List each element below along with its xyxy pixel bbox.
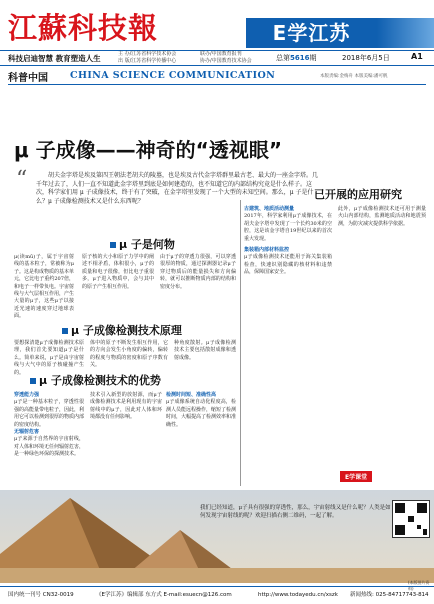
section-title-cn: 科普中国 [8,73,48,84]
masthead [0,0,434,66]
right-column-a: 古建筑、地质活动测量 2017年，科学家利用μ子成像技术，在胡夫金字塔中发现了一个长约30米的空腔，这是该金字塔自19世纪以来的首次重大发现。 集装箱内部材料监控 μ子成像检测技术还能用于海关集装箱检查，快速识别隐藏的核材料和违禁品，保障国家安全。 [244,206,332,276]
bullet-icon [30,378,36,384]
footer-bar [0,586,434,604]
footer-serial: 国内统一刊号 CN32-0019 [8,592,74,598]
brand-title: E学江苏 [246,18,377,48]
masthead-info-bar [0,50,434,66]
bullet-icon [62,328,68,334]
publisher-info: 主 办/江苏省科学技术协会 出 版/江苏省科学传播中心 [118,51,177,64]
issue-date: 2018年6月5日 [342,54,390,62]
advantage-block-3: 检测时间短、准确性高 μ子成像系统自动化程度高，检测人员能远程操作，缩短了检测时间，大幅提高了检测效率和准确性。 [166,392,237,428]
main-headline: μ 子成像——神奇的“透视眼” [14,138,282,162]
advantage-block-1: 穿透能力强 μ子是一种基本粒子，穿透性很强的高能量带电粒子，因此，利用它可以检测到很厚的物质内部的密度结构。 无辐射危害 μ子来源于自然界的宇宙射线，对人体和环境无任何辐射危害，是一种绿色环保的探测技术。 [14,392,85,458]
column-text-2: 原子核的大小和原子力学中的阐述不相矛盾，体积很小，μ子的质量和电子很像，但比电子重很多，μ子进入物质中，会与其中的原子产生相互作用。 [82,254,154,290]
co-publisher-info: 联办/中国教育报刊 协办/中国教育技术协会 [200,51,252,64]
column-divider [240,200,241,486]
column-text-5: 体中的原子不断发生相互作用，它的方向会发生小角度的偏转，偏转的程度与物质的密度和原子序数有关。 [90,340,168,369]
editor-credit: 本版责编:金梅舟 本版美编:潘可帆 [320,74,388,79]
e-classroom-label: E学课堂 [340,471,372,482]
slogan: 科技启迪智慧 教育塑造人生 [8,54,101,63]
column-text-6: 种角度散射。μ子成像检测技术主要包括散射成像和透射成像。 [174,340,236,361]
issue-number: 总第5616期 [276,54,317,62]
footer-website[interactable]: http://www.todayedu.cn/xszk [258,592,338,598]
photo-caption: 我们已经知道，μ子具有很强的穿透性，那么，宇宙射线又是什么呢？人类是如何发现宇宙射线的呢？欢迎扫描右侧二维码，一起了解。 [200,505,391,519]
column-text-3: 由于μ子的穿透力很强，可以穿透很厚的物质，通过探测器记录μ子穿过物质后的能量损失和方向偏转，就可以推断物质内部的结构和密度分布。 [160,254,236,290]
column-text-9: 技术引入新型的放射源，而μ子成像检测技术是利用现有的宇宙射线中的μ子，因此对人体和环境都没有任何影响。 [90,392,162,421]
brand-stripe [377,18,434,48]
right-column-heading: 已开展的应用研究 [314,188,402,201]
photo-credit: (本版图片资料) [408,580,430,591]
subhead-what-is-muon: μ 子是何物 [110,236,175,252]
footer-publisher: 《E学江苏》编辑部 东方式 E-mail:esuecn@126.com [96,592,232,598]
bullet-icon [110,242,116,248]
lead-paragraph: 胡夫金字塔是埃及第四王朝法老胡夫的陵墓，也是埃及古代金字塔群里最古老、最大的一座金字塔。几千年过去了，人们一直不知道此金字塔里到底是如何建造的，也不知道它的内部结构究竟是什么样子。这次，科学家们用 μ 子成像技术，终于有了突破，在金字塔里发现了一个大型的未知空间。那么，μ 子是什么？μ 子成像检测技术又是什么东西呢？ [36,172,319,205]
section-divider [8,84,426,85]
subhead-technique-advantages: μ 子成像检测技术的优势 [30,372,161,388]
qr-code-icon[interactable] [392,500,430,538]
quote-mark-icon: “ [16,167,28,192]
section-header [0,66,434,84]
right-column-b: 此外，μ子成像检测技术还可用于测量火山内部结构，监测地质活动和地震预测，为防灾减灾提供科学依据。 [338,206,426,227]
section-title-en: CHINA SCIENCE COMMUNICATION [70,70,276,81]
subhead-technique-principle: μ 子成像检测技术原理 [62,322,182,338]
column-text-1: μ(读mū)子，属于宇宙射线的基本粒子，常被称为μ子。这是构成物质的基本单元，它比电子重约207倍，和电子一样带负电。宇宙射线与大气层相互作用，产生大量的μ子，这些μ子以接近光速的速度穿过地球表面。 [14,254,75,320]
column-text-4: 要想探清楚μ子成像检测技术原理，我们首先要知道μ子是什么。简单来说，μ子是由宇宙射线与大气中的原子核碰撞产生的。 [14,340,84,376]
page-number: A1 [411,52,423,61]
footer-phone: 新闻热线: 025-84717743-814 [350,592,429,598]
newspaper-logo: 江蘇科技報 [8,11,159,45]
